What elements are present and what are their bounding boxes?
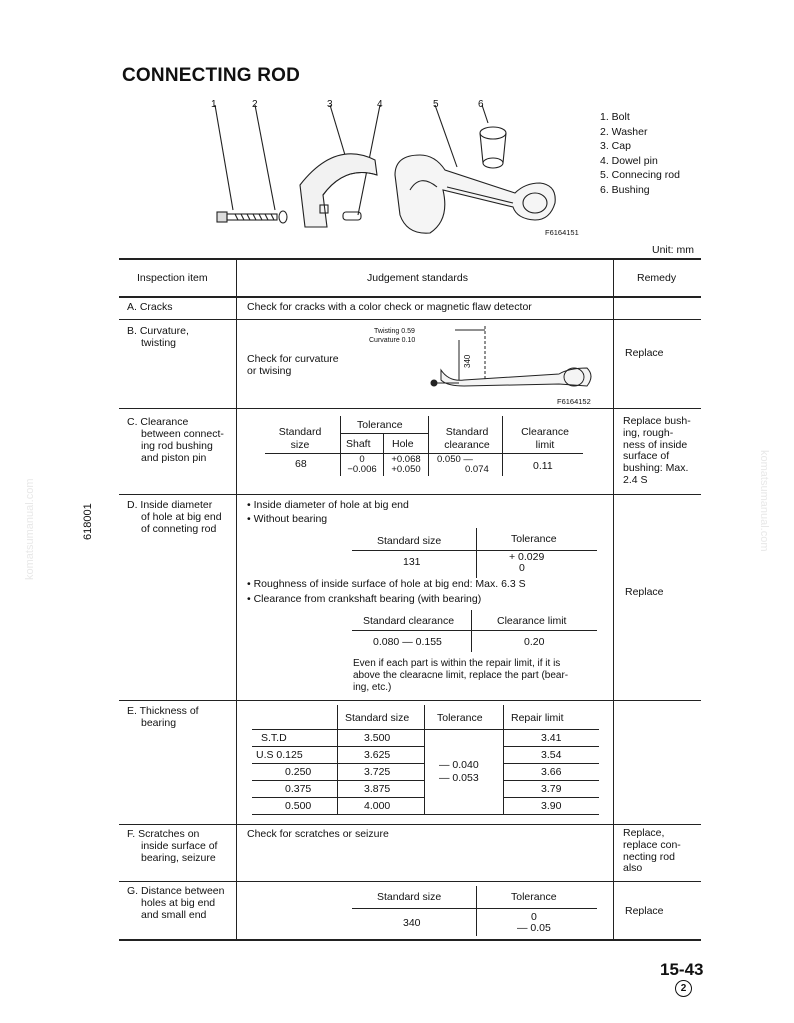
c-shaft-tol: 0 −0.006 xyxy=(347,454,377,475)
g-tolerance: 0 — 0.05 xyxy=(517,911,551,934)
figure-code-2: F6164152 xyxy=(557,397,591,406)
callout-5: 5 xyxy=(433,99,439,110)
row-a-standard: Check for cracks with a color check or magnetic flaw detector xyxy=(247,301,532,313)
g-hdr-std-size: Standard size xyxy=(377,891,442,903)
e-row-size: 4.000 xyxy=(364,800,391,812)
e-hdr-tolerance: Tolerance xyxy=(437,712,483,724)
legend-item: 3. Cap xyxy=(600,140,631,153)
row-e-item: bearing xyxy=(141,717,177,729)
e-row-repair: 3.90 xyxy=(541,800,562,812)
e-row-repair: 3.66 xyxy=(541,766,562,778)
c-hdr-hole: Hole xyxy=(392,438,414,450)
c-limit: 0.11 xyxy=(533,460,553,472)
watermark-right: komatsumanual.com xyxy=(758,450,770,552)
side-code: 618001 xyxy=(82,503,94,540)
header-judgement-standards: Judgement standards xyxy=(367,272,468,284)
curvature-label: Curvature 0.10 xyxy=(369,337,416,344)
inspection-table xyxy=(119,258,701,941)
e-row-label: 0.500 xyxy=(285,800,312,812)
row-d-item: of conneting rod xyxy=(141,523,217,535)
row-f-standard: Check for scratches or seizure xyxy=(247,828,389,840)
e-row-size: 3.500 xyxy=(364,732,391,744)
c-hdr-std-size: Standard size xyxy=(278,426,322,451)
row-g-item: G. Distance between xyxy=(127,885,225,897)
d-bullet-4: • Clearance from crankshaft bearing (with bearing) xyxy=(247,593,482,605)
c-size: 68 xyxy=(295,458,307,470)
row-c-item: and piston pin xyxy=(141,452,207,464)
d-hdr-std-clearance: Standard clearance xyxy=(363,615,455,627)
c-hdr-std-clearance: Standard clearance xyxy=(444,426,490,451)
d-bullet-2: • Without bearing xyxy=(247,513,328,525)
row-d-remedy: Replace xyxy=(625,586,664,598)
row-d-item: of hole at big end xyxy=(141,511,222,523)
row-c-item: ing rod bushing xyxy=(141,440,213,452)
page-number: 15-43 xyxy=(660,960,704,979)
dimension-340: 340 xyxy=(463,354,472,368)
e-row-label: 0.250 xyxy=(285,766,312,778)
g-size: 340 xyxy=(403,917,421,929)
header-inspection-item: Inspection item xyxy=(137,272,208,284)
c-hdr-tolerance: Tolerance xyxy=(357,419,403,431)
e-row-label: U.S 0.125 xyxy=(256,749,303,761)
d-bullet-1: • Inside diameter of hole at big end xyxy=(247,499,409,511)
e-row-label: 0.375 xyxy=(285,783,312,795)
d-clear-limit: 0.20 xyxy=(524,636,545,648)
row-b-remedy: Replace xyxy=(625,347,664,359)
callout-1: 1 xyxy=(211,99,217,110)
d-tolerance: + 0.029 0 xyxy=(509,551,545,574)
e-row-repair: 3.41 xyxy=(541,732,562,744)
row-c-item: C. Clearance xyxy=(127,416,189,428)
watermark-left: komatsumanual.com xyxy=(24,478,36,580)
legend-item: 1. Bolt xyxy=(600,111,630,123)
e-tolerance: — 0.040 — 0.053 xyxy=(439,759,479,784)
legend-item: 4. Dowel pin xyxy=(600,154,658,167)
c-hdr-clear-limit: Clearance limit xyxy=(521,426,569,451)
callout-3: 3 xyxy=(327,99,333,110)
parts-legend xyxy=(600,110,680,198)
row-e-item: E. Thickness of xyxy=(127,705,199,717)
legend-item: 6. Bushing xyxy=(600,183,650,196)
d-bullet-3: • Roughness of inside surface of hole at big end: Max. 6.3 S xyxy=(247,578,526,590)
header-remedy: Remedy xyxy=(637,272,677,284)
curvature-twist-figure xyxy=(369,324,609,408)
c-hdr-shaft: Shaft xyxy=(346,438,371,450)
e-row-repair: 3.54 xyxy=(541,749,562,761)
row-g-item: and small end xyxy=(141,909,207,921)
d-size: 131 xyxy=(403,556,421,568)
row-f-item: bearing, seizure xyxy=(141,852,216,864)
legend-item: 2. Washer xyxy=(600,125,648,138)
revision-badge: 2 xyxy=(675,980,692,997)
e-row-repair: 3.79 xyxy=(541,783,562,795)
row-b-item: B. Curvature, xyxy=(127,325,189,337)
legend-item: 5. Connecing rod xyxy=(600,169,680,182)
row-g-remedy: Replace xyxy=(625,905,664,917)
d-hdr-tolerance: Tolerance xyxy=(511,533,557,545)
row-d-item: D. Inside diameter xyxy=(127,499,213,511)
e-hdr-std-size: Standard size xyxy=(345,712,410,724)
twisting-label: Twisting 0.59 xyxy=(374,328,415,335)
e-row-size: 3.725 xyxy=(364,766,391,778)
page-title: CONNECTING ROD xyxy=(122,65,301,86)
callout-6: 6 xyxy=(478,99,484,110)
d-hdr-std-size: Standard size xyxy=(377,535,442,547)
e-row-size: 3.875 xyxy=(364,783,391,795)
row-f-item: F. Scratches on xyxy=(127,828,200,840)
e-row-label: S.T.D xyxy=(261,732,287,744)
row-c-item: between connect- xyxy=(141,428,224,440)
callout-4: 4 xyxy=(377,99,383,110)
row-a-item: A. Cracks xyxy=(127,301,173,313)
row-f-remedy: Replace, replace con- necting rod also xyxy=(623,827,681,875)
e-hdr-repair-limit: Repair limit xyxy=(511,712,564,724)
d-hdr-clear-limit: Clearance limit xyxy=(497,615,567,627)
row-b-text: or twising xyxy=(247,365,292,377)
callout-2: 2 xyxy=(252,99,258,110)
row-b-item: twisting xyxy=(141,337,177,349)
row-c-remedy: Replace bush- ing, rough- ness of inside surface of bushing: Max. 2.4 S xyxy=(623,415,691,486)
d-note: Even if each part is within the repair limit, if it is above the clearacne limit, replace the part (bear- ing, etc.) xyxy=(353,658,569,693)
row-g-item: holes at big end xyxy=(141,897,216,909)
figure-code: F6164151 xyxy=(545,228,579,237)
row-f-item: inside surface of xyxy=(141,840,218,852)
c-std-clearance: 0.050 — 0.074 xyxy=(437,454,489,475)
d-std-clearance: 0.080 — 0.155 xyxy=(373,636,442,648)
c-hole-tol: +0.068 +0.050 xyxy=(391,454,421,475)
connecting-rod-exploded-figure xyxy=(195,95,615,245)
e-row-size: 3.625 xyxy=(364,749,391,761)
g-hdr-tolerance: Tolerance xyxy=(511,891,557,903)
row-b-text: Check for curvature xyxy=(247,353,339,365)
unit-label: Unit: mm xyxy=(652,244,694,256)
